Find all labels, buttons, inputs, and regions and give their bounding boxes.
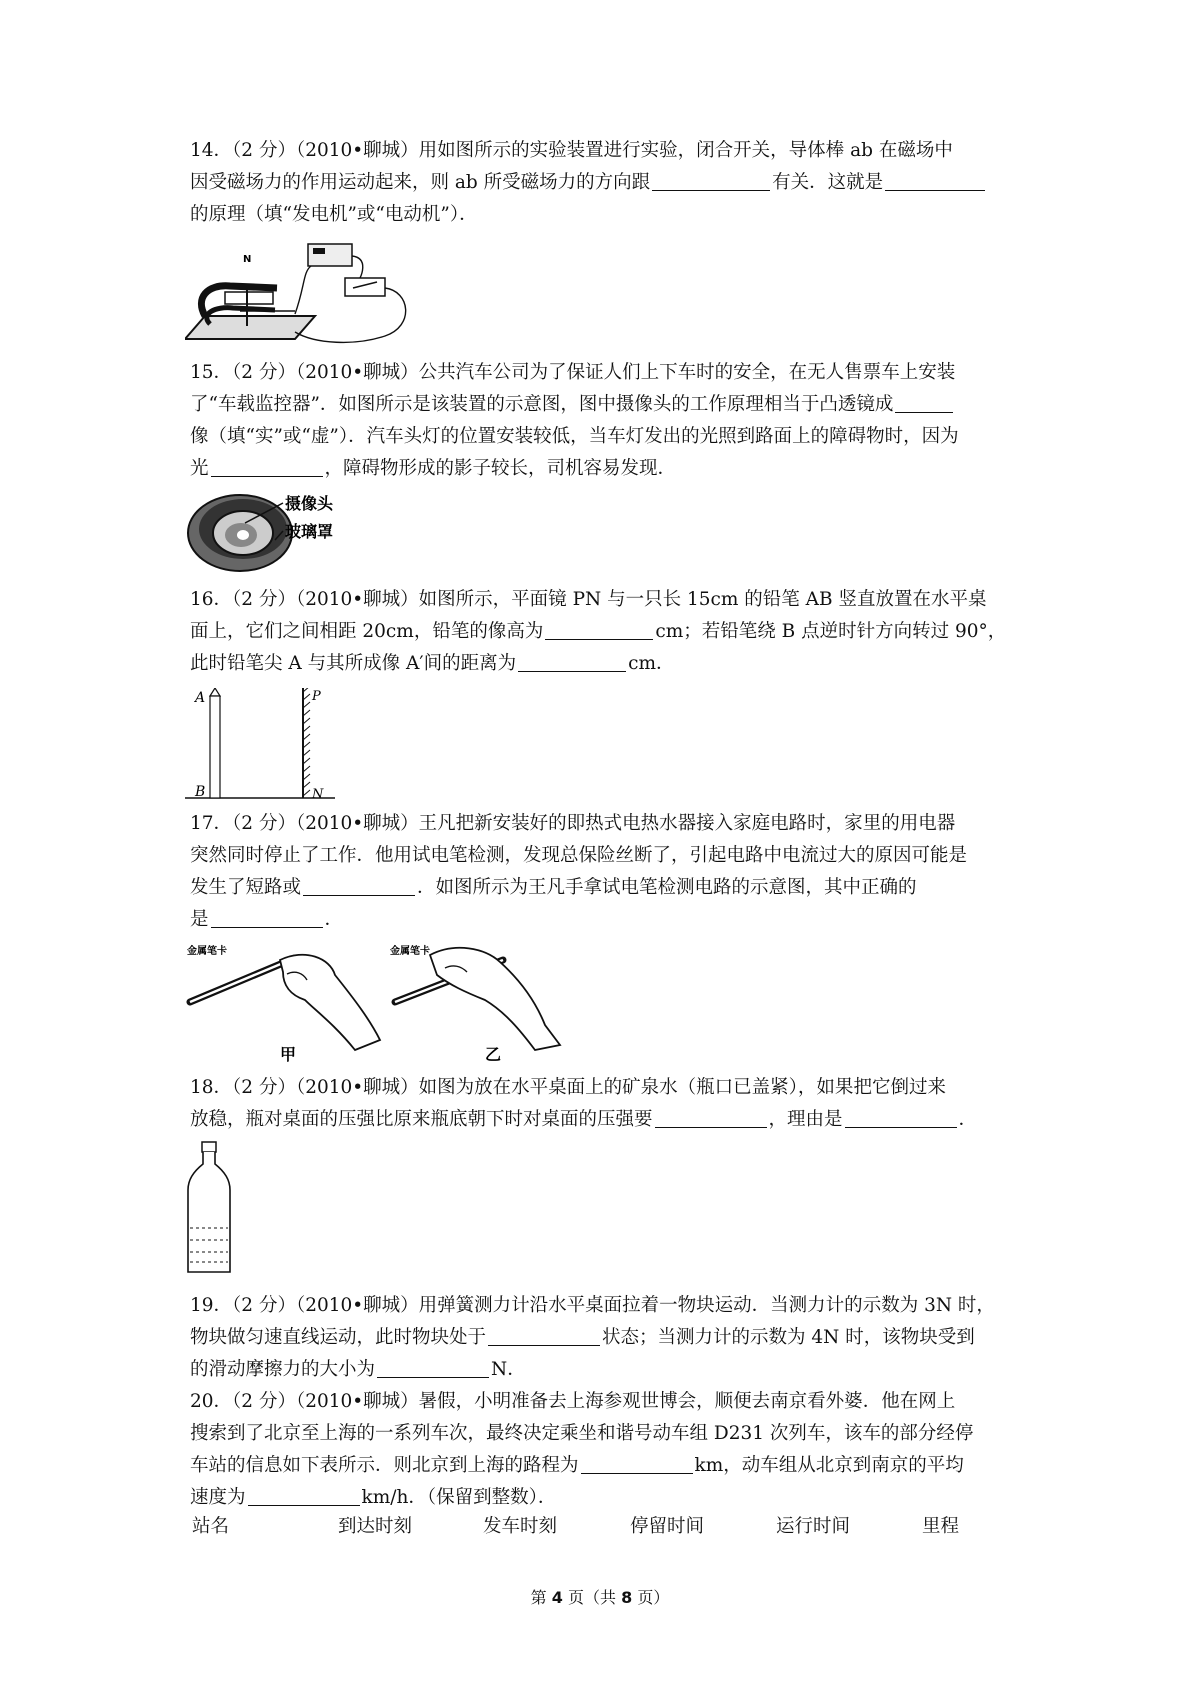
page-number: 4	[551, 1588, 563, 1607]
q20-line2: 搜索到了北京至上海的一系列车次，最终决定乘坐和谐号动车组 D231 次列车，该车的部分经停	[190, 1423, 974, 1444]
test-pen-left	[187, 944, 380, 1062]
fig16-label-p: P	[312, 689, 321, 704]
q20-blank-2[interactable]	[248, 1485, 360, 1506]
header-stop-time: 停留时间	[630, 1516, 705, 1537]
motor-experiment-figure	[185, 236, 430, 351]
q16-line2: 面上，它们之间相距 20cm，铅笔的像高为 cm；若铅笔绕 B 点逆时针方向转过 90°，	[190, 621, 1007, 642]
q14-line3: 的原理（填“发电机”或“电动机”）．	[190, 204, 478, 225]
q20-line4: 速度为 km/h．（保留到整数）．	[190, 1487, 557, 1508]
q16-line3: 此时铅笔尖 A 与其所成像 A′间的距离为 cm．	[190, 653, 675, 674]
q19-blank-2[interactable]	[377, 1357, 489, 1378]
q14-line2: 因受磁场力的作用运动起来，则 ab 所受磁场力的方向跟 有关．这就是	[190, 167, 1070, 199]
header-mileage: 里程	[922, 1516, 960, 1537]
fig16-label-a: A	[195, 690, 206, 706]
fig16-label-n: N	[312, 787, 324, 802]
q15-line1: 15．（2 分）（2010•聊城）公共汽车公司为了保证人们上下车时的安全，在无人售票车上安装	[190, 362, 956, 383]
fig14-n-label: N	[243, 254, 252, 265]
q19-line1: 19．（2 分）（2010•聊城）用弹簧测力计沿水平桌面拉着一物块运动．当测力计的示数为 3N 时，	[190, 1295, 995, 1316]
fig15-glass-label: 玻璃罩	[285, 522, 334, 541]
q16-blank-2[interactable]	[518, 651, 626, 672]
header-departure: 发车时刻	[483, 1516, 558, 1537]
fig17-right-caption: 乙	[485, 1045, 502, 1062]
fig16-label-b: B	[195, 784, 206, 800]
q18-line2: 放稳，瓶对桌面的压强比原来瓶底朝下时对桌面的压强要 ，理由是 ．	[190, 1109, 978, 1130]
q16-line1: 16．（2 分）（2010•聊城）如图所示，平面镜 PN 与一只长 15cm 的铅笔 AB 竖直放置在水平桌	[190, 589, 987, 610]
q15-line2: 了“车载监控器”．如图所示是该装置的示意图，图中摄像头的工作原理相当于凸透镜成	[190, 389, 1070, 421]
fig17-left-pen-label: 金属笔卡	[187, 946, 227, 957]
q19-blank-1[interactable]	[488, 1325, 600, 1346]
q17-blank-1[interactable]	[303, 875, 415, 896]
water-bottle-figure	[185, 1140, 235, 1275]
question-15	[190, 357, 1070, 485]
header-arrival: 到达时刻	[338, 1516, 413, 1537]
q15-blank-2[interactable]	[211, 456, 323, 477]
q14-blank-2[interactable]	[885, 170, 985, 191]
fig17-left-caption: 甲	[280, 1045, 297, 1062]
q15-line4: 光 ，障碍物形成的影子较长，司机容易发现．	[190, 458, 677, 479]
q14-blank-1[interactable]	[652, 170, 770, 191]
q17-line3: 发生了短路或 ．如图所示为王凡手拿试电笔检测电路的示意图，其中正确的	[190, 877, 917, 898]
fig15-camera-label: 摄像头	[285, 494, 334, 513]
question-19	[190, 1290, 1070, 1386]
test-pen-right	[390, 944, 560, 1062]
total-pages: 8	[621, 1588, 633, 1607]
question-20	[190, 1386, 1070, 1514]
q17-line4: 是 ．	[190, 909, 344, 930]
q15-blank-1[interactable]	[895, 392, 953, 413]
q18-line1: 18．（2 分）（2010•聊城）如图为放在水平桌面上的矿泉水（瓶口已盖紧），如果把它倒过来	[190, 1077, 946, 1098]
q15-line3: 像（填“实”或“虚”）．汽车头灯的位置安装较低，当车灯发出的光照到路面上的障碍物时，因为	[190, 426, 959, 447]
q14-line1: 14．（2 分）（2010•聊城）用如图所示的实验装置进行实验，闭合开关，导体棒 ab 在磁场中	[190, 140, 953, 161]
fig17-right-pen-label: 金属笔卡	[390, 946, 430, 957]
q16-blank-1[interactable]	[545, 619, 653, 640]
camera-monitor-figure	[185, 485, 385, 578]
question-17	[190, 808, 1070, 936]
q17-line1: 17．（2 分）（2010•聊城）王凡把新安装好的即热式电热水器接入家庭电路时，家里的用电器	[190, 813, 956, 834]
question-18	[190, 1072, 1070, 1136]
header-run-time: 运行时间	[776, 1516, 851, 1537]
question-14	[190, 135, 1070, 231]
q18-blank-1[interactable]	[655, 1107, 767, 1128]
q19-line3: 的滑动摩擦力的大小为 N．	[190, 1359, 526, 1380]
q18-blank-2[interactable]	[845, 1107, 957, 1128]
question-16	[190, 584, 1070, 680]
q20-blank-1[interactable]	[581, 1453, 693, 1474]
header-station: 站名	[192, 1516, 230, 1537]
q20-line3: 车站的信息如下表所示．则北京到上海的路程为 km，动车组从北京到南京的平均	[190, 1455, 964, 1476]
q17-line2: 突然同时停止了工作．他用试电笔检测，发现总保险丝断了，引起电路中电流过大的原因可能是	[190, 845, 968, 866]
test-pen-figure	[185, 940, 585, 1062]
pencil-mirror-figure	[185, 688, 345, 803]
q20-line1: 20．（2 分）（2010•聊城）暑假，小明准备去上海参观世博会，顺便去南京看外婆．他在网上	[190, 1391, 956, 1412]
q19-line2: 物块做匀速直线运动，此时物块处于 状态；当测力计的示数为 4N 时，该物块受到	[190, 1327, 975, 1348]
page-footer: 第 4 页（共 8 页）	[530, 1588, 670, 1607]
q17-blank-2[interactable]	[211, 907, 323, 928]
